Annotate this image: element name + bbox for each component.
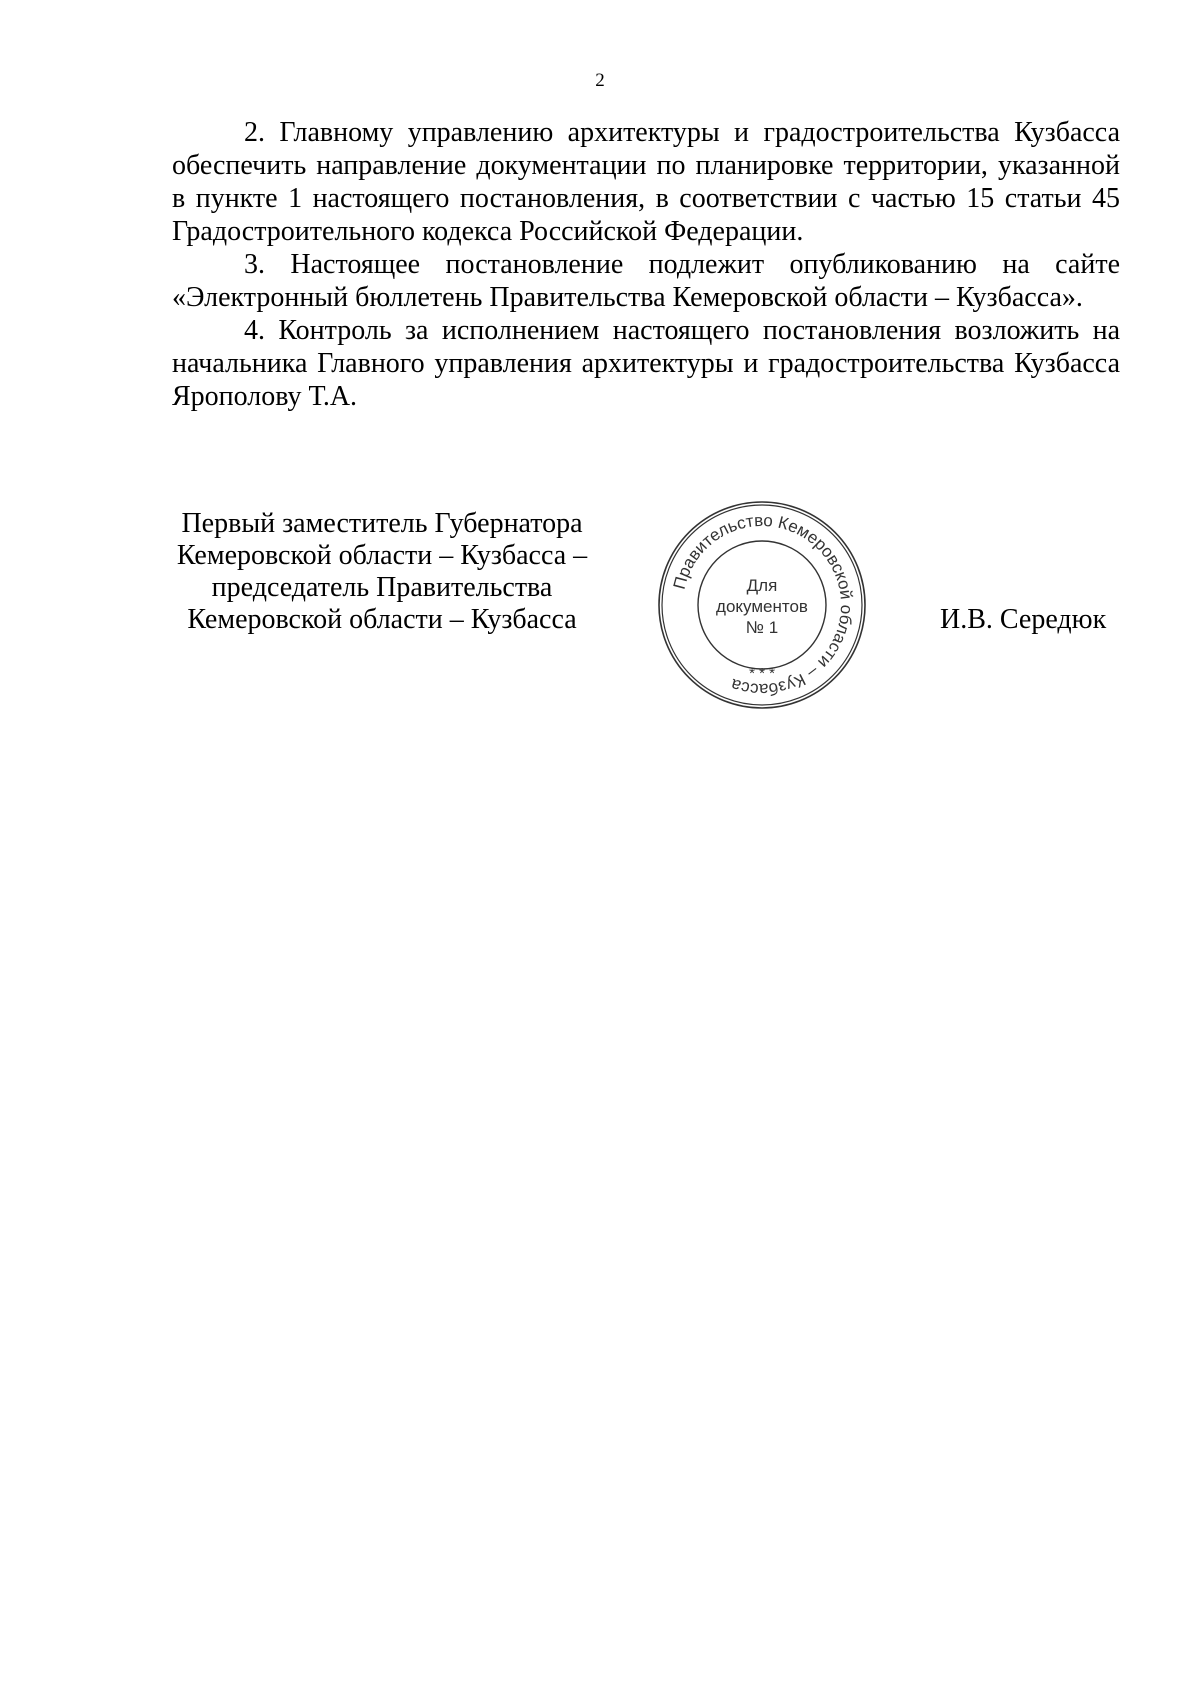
- seal-inner-line: документов: [716, 597, 808, 616]
- seal-inner-line: Для: [746, 576, 778, 595]
- signer-title-line: Кемеровской области – Кузбасса –: [176, 540, 588, 571]
- signer-title-line: председатель Правительства: [211, 572, 553, 603]
- seal-inner-line: № 1: [745, 618, 779, 637]
- seal-outer-text: Правительство Кемеровской области – Кузбасса: [669, 510, 857, 700]
- signer-name: И.В. Середюк: [940, 604, 1107, 635]
- paragraph-4: 4. Контроль за исполнением настоящего постановления возложить на начальника Главного управления архитектуры и градостроительства Кузбасса Ярополову Т.А.: [172, 315, 1120, 412]
- signer-title: [172, 508, 592, 636]
- signer-title-line: Первый заместитель Губернатора: [181, 508, 583, 539]
- seal-stars: * * *: [749, 665, 775, 682]
- official-seal: [652, 495, 872, 715]
- paragraph-2: 2. Главному управлению архитектуры и градостроительства Кузбасса обеспечить направление документации по планировке территории, указанной в пункте 1 настоящего постановления, в соответствии с частью 15 статьи 45 Градостроительного кодекса Российской Федерации.: [172, 117, 1120, 247]
- page-number: 2: [595, 70, 605, 91]
- signer-title-line: Кемеровской области – Кузбасса: [187, 604, 577, 635]
- paragraph-3: 3. Настоящее постановление подлежит опубликованию на сайте «Электронный бюллетень Правительства Кемеровской области – Кузбасса».: [172, 249, 1120, 313]
- seal-graphic: [652, 495, 872, 715]
- document-body: [172, 116, 1120, 413]
